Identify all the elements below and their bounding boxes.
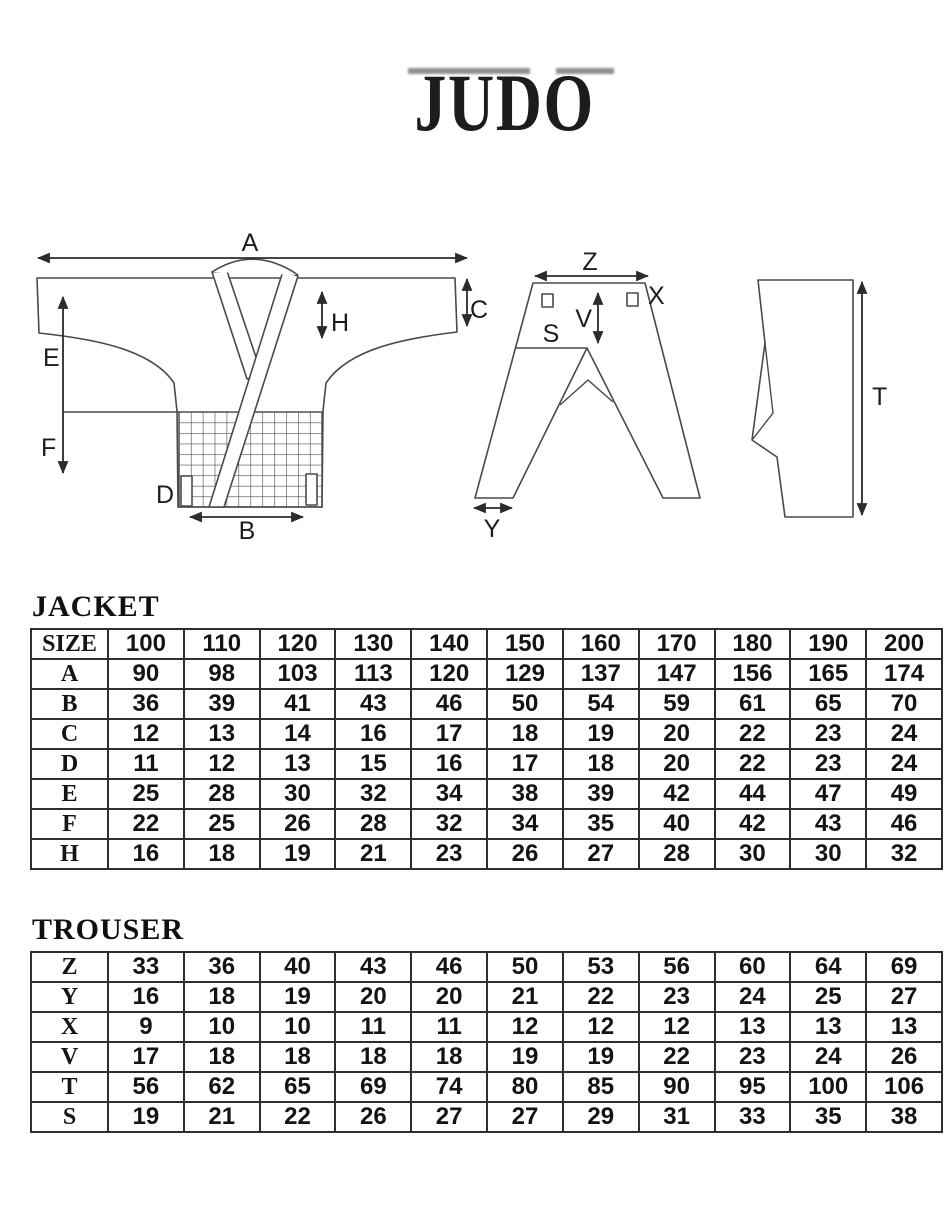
measurement-row-label: V	[31, 1042, 108, 1072]
measurement-value-cell: 21	[335, 839, 411, 869]
dim-label-E: E	[43, 344, 60, 372]
measurement-value-cell: 28	[639, 839, 715, 869]
measurement-value-cell: 70	[866, 689, 942, 719]
measurement-value-cell: 12	[639, 1012, 715, 1042]
trouser-size-table	[30, 951, 943, 1133]
measurement-value-cell: 103	[260, 659, 336, 689]
dim-label-D: D	[156, 481, 175, 509]
measurement-value-cell: 25	[108, 779, 184, 809]
measurement-value-cell: 46	[866, 809, 942, 839]
measurement-value-cell: 13	[715, 1012, 791, 1042]
measurement-value-cell: 43	[790, 809, 866, 839]
measurement-value-cell: 18	[184, 839, 260, 869]
measurement-value-cell: 80	[487, 1072, 563, 1102]
measurement-value-cell: 23	[715, 1042, 791, 1072]
belt-loop-left	[542, 294, 553, 307]
measurement-value-cell: 13	[866, 1012, 942, 1042]
measurement-value-cell: 17	[108, 1042, 184, 1072]
measurement-row-label: Y	[31, 982, 108, 1012]
measurement-row	[31, 779, 942, 809]
measurement-value-cell: 16	[335, 719, 411, 749]
measurement-value-cell: 98	[184, 659, 260, 689]
measurement-value-cell: 100	[790, 1072, 866, 1102]
size-column-header: 150	[487, 629, 563, 659]
measurement-value-cell: 46	[411, 952, 487, 982]
measurement-value-cell: 18	[335, 1042, 411, 1072]
measurement-value-cell: 26	[866, 1042, 942, 1072]
measurement-value-cell: 39	[563, 779, 639, 809]
measurement-row	[31, 749, 942, 779]
measurement-value-cell: 165	[790, 659, 866, 689]
jacket-figure	[37, 229, 488, 545]
measurement-value-cell: 23	[411, 839, 487, 869]
trousers-figure	[474, 248, 700, 543]
measurement-value-cell: 13	[260, 749, 336, 779]
measurement-value-cell: 53	[563, 952, 639, 982]
measurement-value-cell: 22	[639, 1042, 715, 1072]
jacket-size-table	[30, 628, 943, 870]
measurement-value-cell: 11	[108, 749, 184, 779]
measurement-value-cell: 19	[260, 982, 336, 1012]
measurement-value-cell: 40	[260, 952, 336, 982]
measurement-value-cell: 22	[108, 809, 184, 839]
measurement-value-cell: 35	[563, 809, 639, 839]
measurement-value-cell: 10	[184, 1012, 260, 1042]
measurement-value-cell: 33	[108, 952, 184, 982]
measurement-value-cell: 69	[335, 1072, 411, 1102]
measurement-value-cell: 22	[715, 749, 791, 779]
measurement-value-cell: 46	[411, 689, 487, 719]
measurement-value-cell: 20	[639, 749, 715, 779]
size-header-row	[31, 629, 942, 659]
measurement-value-cell: 59	[639, 689, 715, 719]
measurement-value-cell: 31	[639, 1102, 715, 1132]
measurement-value-cell: 49	[866, 779, 942, 809]
measurement-value-cell: 19	[563, 1042, 639, 1072]
measurement-row-label: X	[31, 1012, 108, 1042]
measurement-value-cell: 21	[184, 1102, 260, 1132]
measurement-value-cell: 18	[563, 749, 639, 779]
jacket-section	[30, 592, 943, 870]
measurement-value-cell: 17	[487, 749, 563, 779]
measurement-value-cell: 27	[563, 839, 639, 869]
measurement-value-cell: 47	[790, 779, 866, 809]
measurement-value-cell: 61	[715, 689, 791, 719]
measurement-row-label: E	[31, 779, 108, 809]
measurement-row-label: F	[31, 809, 108, 839]
measurement-row-label: H	[31, 839, 108, 869]
measurement-value-cell: 36	[184, 952, 260, 982]
size-column-header: 180	[715, 629, 791, 659]
measurement-row	[31, 1072, 942, 1102]
jacket-vent-left	[181, 476, 192, 506]
measurement-value-cell: 17	[411, 719, 487, 749]
dim-label-V: V	[575, 305, 592, 333]
measurement-value-cell: 26	[260, 809, 336, 839]
measurement-row-label: B	[31, 689, 108, 719]
dim-label-S: S	[542, 320, 560, 348]
measurement-value-cell: 43	[335, 952, 411, 982]
trouser-section	[30, 915, 943, 1133]
measurement-value-cell: 23	[790, 749, 866, 779]
measurement-value-cell: 36	[108, 689, 184, 719]
measurement-value-cell: 42	[639, 779, 715, 809]
measurement-value-cell: 40	[639, 809, 715, 839]
belt-loop-right	[627, 293, 638, 306]
measurement-value-cell: 54	[563, 689, 639, 719]
measurement-value-cell: 35	[790, 1102, 866, 1132]
measurement-value-cell: 20	[335, 982, 411, 1012]
measurement-value-cell: 95	[715, 1072, 791, 1102]
dim-label-Z: Z	[582, 248, 598, 276]
measurement-value-cell: 50	[487, 952, 563, 982]
measurement-value-cell: 25	[790, 982, 866, 1012]
measurement-value-cell: 43	[335, 689, 411, 719]
size-column-header: 110	[184, 629, 260, 659]
measurement-value-cell: 32	[866, 839, 942, 869]
measurement-value-cell: 113	[335, 659, 411, 689]
measurement-value-cell: 106	[866, 1072, 942, 1102]
measurement-value-cell: 38	[866, 1102, 942, 1132]
dim-label-T: T	[872, 383, 888, 411]
measurement-value-cell: 16	[108, 839, 184, 869]
measurement-value-cell: 24	[866, 719, 942, 749]
measurement-value-cell: 23	[790, 719, 866, 749]
measurement-value-cell: 85	[563, 1072, 639, 1102]
measurement-value-cell: 12	[563, 1012, 639, 1042]
measurement-value-cell: 16	[411, 749, 487, 779]
measurement-value-cell: 65	[790, 689, 866, 719]
measurement-row	[31, 952, 942, 982]
measurement-value-cell: 11	[411, 1012, 487, 1042]
measurement-value-cell: 120	[411, 659, 487, 689]
measurement-value-cell: 32	[411, 809, 487, 839]
measurement-value-cell: 22	[563, 982, 639, 1012]
measurement-value-cell: 74	[411, 1072, 487, 1102]
measurement-value-cell: 13	[790, 1012, 866, 1042]
measurement-value-cell: 30	[790, 839, 866, 869]
measurement-value-cell: 12	[108, 719, 184, 749]
measurement-value-cell: 62	[184, 1072, 260, 1102]
measurement-value-cell: 65	[260, 1072, 336, 1102]
measurement-value-cell: 14	[260, 719, 336, 749]
measurement-value-cell: 28	[184, 779, 260, 809]
measurement-row	[31, 659, 942, 689]
measurement-value-cell: 56	[108, 1072, 184, 1102]
measurement-value-cell: 33	[715, 1102, 791, 1132]
size-column-header: 130	[335, 629, 411, 659]
measurement-value-cell: 90	[639, 1072, 715, 1102]
measurement-value-cell: 10	[260, 1012, 336, 1042]
measurement-value-cell: 39	[184, 689, 260, 719]
measurement-value-cell: 24	[715, 982, 791, 1012]
dim-label-Y: Y	[483, 515, 501, 543]
measurement-value-cell: 21	[487, 982, 563, 1012]
measurement-value-cell: 27	[866, 982, 942, 1012]
measurement-value-cell: 24	[866, 749, 942, 779]
measurement-value-cell: 42	[715, 809, 791, 839]
side-view-outline	[752, 280, 853, 517]
jacket-heading: JACKET	[32, 590, 160, 623]
measurement-value-cell: 38	[487, 779, 563, 809]
measurement-value-cell: 56	[639, 952, 715, 982]
jacket-vent-right	[306, 474, 317, 505]
measurement-value-cell: 64	[790, 952, 866, 982]
measurement-value-cell: 12	[487, 1012, 563, 1042]
side-view-figure	[752, 280, 887, 517]
measurement-row	[31, 1012, 942, 1042]
measurement-row-label: D	[31, 749, 108, 779]
size-column-header: 200	[866, 629, 942, 659]
measurement-row	[31, 719, 942, 749]
measurement-row-label: C	[31, 719, 108, 749]
measurement-value-cell: 18	[184, 982, 260, 1012]
measurement-diagram	[0, 225, 946, 575]
measurement-value-cell: 15	[335, 749, 411, 779]
measurement-row	[31, 809, 942, 839]
measurement-value-cell: 41	[260, 689, 336, 719]
measurement-value-cell: 11	[335, 1012, 411, 1042]
measurement-row	[31, 982, 942, 1012]
measurement-value-cell: 22	[715, 719, 791, 749]
measurement-row-label: T	[31, 1072, 108, 1102]
measurement-value-cell: 32	[335, 779, 411, 809]
measurement-value-cell: 20	[639, 719, 715, 749]
measurement-value-cell: 24	[790, 1042, 866, 1072]
measurement-row-label: Z	[31, 952, 108, 982]
measurement-value-cell: 69	[866, 952, 942, 982]
measurement-value-cell: 137	[563, 659, 639, 689]
measurement-row	[31, 1102, 942, 1132]
size-column-header: 170	[639, 629, 715, 659]
measurement-value-cell: 129	[487, 659, 563, 689]
measurement-value-cell: 18	[411, 1042, 487, 1072]
measurement-value-cell: 27	[487, 1102, 563, 1132]
measurement-value-cell: 174	[866, 659, 942, 689]
measurement-row	[31, 1042, 942, 1072]
measurement-value-cell: 30	[260, 779, 336, 809]
measurement-value-cell: 44	[715, 779, 791, 809]
size-column-header: 160	[563, 629, 639, 659]
measurement-value-cell: 19	[563, 719, 639, 749]
measurement-value-cell: 23	[639, 982, 715, 1012]
size-column-header: 190	[790, 629, 866, 659]
measurement-value-cell: 27	[411, 1102, 487, 1132]
measurement-value-cell: 34	[411, 779, 487, 809]
measurement-value-cell: 18	[260, 1042, 336, 1072]
size-column-header: 140	[411, 629, 487, 659]
measurement-value-cell: 29	[563, 1102, 639, 1132]
dim-label-A: A	[241, 229, 259, 257]
size-column-header: 100	[108, 629, 184, 659]
measurement-value-cell: 26	[335, 1102, 411, 1132]
measurement-value-cell: 9	[108, 1012, 184, 1042]
measurement-value-cell: 22	[260, 1102, 336, 1132]
measurement-value-cell: 18	[184, 1042, 260, 1072]
page-title-wrap	[32, 57, 946, 148]
measurement-value-cell: 12	[184, 749, 260, 779]
page-title: JUDO	[414, 57, 596, 148]
measurement-value-cell: 156	[715, 659, 791, 689]
measurement-value-cell: 147	[639, 659, 715, 689]
size-header-label: SIZE	[31, 629, 108, 659]
measurement-value-cell: 30	[715, 839, 791, 869]
measurement-value-cell: 18	[487, 719, 563, 749]
measurement-value-cell: 20	[411, 982, 487, 1012]
trouser-heading: TROUSER	[32, 913, 185, 946]
dim-label-X: X	[648, 282, 665, 310]
measurement-value-cell: 50	[487, 689, 563, 719]
measurement-value-cell: 19	[108, 1102, 184, 1132]
dim-label-F: F	[41, 434, 57, 462]
measurement-value-cell: 34	[487, 809, 563, 839]
measurement-value-cell: 90	[108, 659, 184, 689]
measurement-value-cell: 60	[715, 952, 791, 982]
measurement-value-cell: 26	[487, 839, 563, 869]
measurement-value-cell: 19	[260, 839, 336, 869]
dim-label-C: C	[470, 296, 489, 324]
measurement-value-cell: 28	[335, 809, 411, 839]
measurement-value-cell: 25	[184, 809, 260, 839]
measurement-value-cell: 19	[487, 1042, 563, 1072]
dim-label-B: B	[238, 517, 256, 545]
measurement-row-label: S	[31, 1102, 108, 1132]
measurement-row	[31, 689, 942, 719]
measurement-row	[31, 839, 942, 869]
size-column-header: 120	[260, 629, 336, 659]
measurement-value-cell: 13	[184, 719, 260, 749]
dim-label-H: H	[331, 309, 350, 337]
measurement-row-label: A	[31, 659, 108, 689]
measurement-value-cell: 16	[108, 982, 184, 1012]
